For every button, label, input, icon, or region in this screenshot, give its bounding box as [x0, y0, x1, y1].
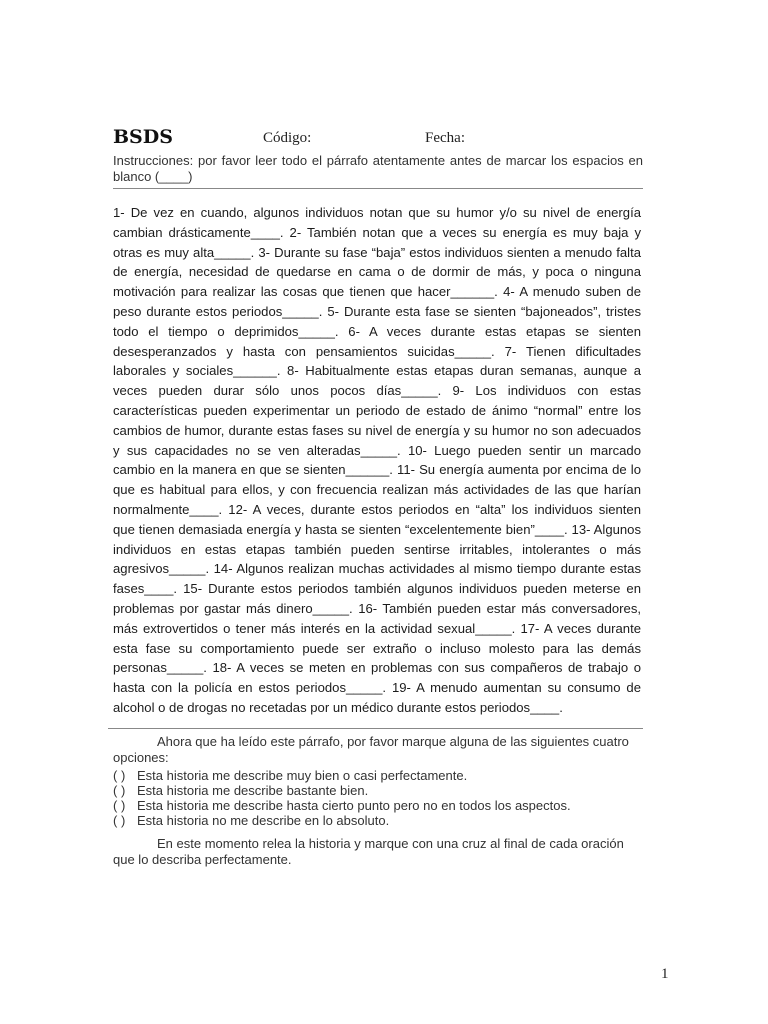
- story-line: cambios de humor, durante estas fases su nivel de energía y su humor no son adecuados: [113, 422, 641, 438]
- story-line: y sus capacidades no se ven alteradas_____. 10- Luego pueden sentir un marcado: [113, 442, 641, 458]
- story-line: que es habitual para ellos, y con frecuencia realizan más actividades de las que harían: [113, 482, 641, 498]
- story-line: esta fase su comportamiento puede ser extraño o incluso molesto para las demás: [113, 640, 641, 656]
- option-label: Esta historia me describe hasta cierto punto pero no en todos los aspectos.: [137, 798, 571, 813]
- story-line: agresivos_____. 14- Algunos realizan muchas actividades al mismo tiempo durante estas: [113, 561, 641, 577]
- story-line: cambian drásticamente____. 2- También notan que a veces su energía es muy baja y: [113, 224, 641, 240]
- story-line: que tienen demasiada energía y hasta se sienten “excelentemente bien”____. 13- Algunos: [113, 521, 641, 537]
- story-line: alcohol o de drogas no recetadas por un médico durante estos periodos____.: [113, 699, 563, 715]
- story-line: fases____. 15- Durante estos periodos también algunos individuos pueden meterse en: [113, 581, 641, 597]
- checkbox-blank[interactable]: ( ): [113, 813, 126, 828]
- option-item[interactable]: [113, 813, 643, 828]
- option-label: Esta historia me describe muy bien o casi perfectamente.: [137, 768, 468, 783]
- code-label: Código:: [263, 130, 312, 146]
- story-line: hasta con la policía en estos periodos_____. 19- A menudo aumentan su consumo de: [113, 680, 641, 696]
- closing-instruction: [113, 836, 643, 868]
- story-line: laborales y sociales______. 8- Habitualmente estas etapas duran semanas, aunque a: [113, 363, 641, 379]
- story-line: de energía, necesidad de quedarse en cama o de dormir de más, y poca o ninguna: [113, 264, 641, 280]
- story-line: todo el tiempo o deprimidos_____. 6- A veces durante estas etapas se sienten: [113, 323, 641, 339]
- question-block: [113, 734, 643, 766]
- option-label: Esta historia no me describe en lo absoluto.: [137, 813, 390, 828]
- closing-text-cont: que lo describa perfectamente.: [113, 852, 292, 867]
- story-line: 1- De vez en cuando, algunos individuos notan que su humor y/o su nivel de energía: [113, 205, 641, 220]
- story-line: motivación para realizar las cosas que tienen que hacer______. 4- A menudo suben de: [113, 284, 641, 300]
- story-line: cambio en la manera en que se sienten______. 11- Su energía aumenta por encima de lo: [113, 462, 641, 478]
- story-line: peso durante estos periodos_____. 5- Durante esta fase se sienten “bajoneados”, tristes: [113, 303, 641, 319]
- story-paragraph: [113, 203, 641, 718]
- document-header: [113, 126, 643, 150]
- story-line: individuos en estas etapas también pueden sentirse irritables, intolerantes o más: [113, 541, 641, 557]
- options-list: [113, 768, 643, 828]
- option-label: Esta historia me describe bastante bien.: [137, 783, 369, 798]
- option-item[interactable]: [113, 783, 643, 798]
- story-line: veces pueden durar sólo unos pocos días_____. 9- Los individuos con estas: [113, 383, 641, 399]
- closing-text: En este momento relea la historia y marque con una cruz al final de cada oración: [157, 836, 624, 851]
- story-line: normalmente____. 12- A veces, durante estos periodos en “alta” los individuos sienten: [113, 501, 641, 517]
- option-item[interactable]: [113, 768, 643, 783]
- document-title: BSDS: [113, 126, 173, 148]
- story-line: más extrovertidos o tener más interés en la actividad sexual_____. 17- A veces durante: [113, 620, 641, 636]
- page-number: 1: [661, 966, 669, 982]
- checkbox-blank[interactable]: ( ): [113, 798, 126, 813]
- question-text-cont: opciones:: [113, 750, 169, 765]
- divider: [113, 188, 643, 189]
- story-line: desesperanzados y hasta con pensamientos suicidas_____. 7- Tienen dificultades: [113, 343, 641, 359]
- checkbox-blank[interactable]: ( ): [113, 768, 126, 783]
- question-text: Ahora que ha leído este párrafo, por favor marque alguna de las siguientes cuatro: [157, 734, 629, 749]
- story-line: características pueden experimentar un periodo de estado de ánimo “normal” entre los: [113, 402, 641, 418]
- instructions: Instrucciones: por favor leer todo el párrafo atentamente antes de marcar los espacios en blanco (____): [113, 153, 643, 184]
- story-line: problemas por gastar más dinero_____. 16- También pueden estar más conversadores,: [113, 600, 641, 616]
- date-label: Fecha:: [425, 130, 465, 146]
- option-item[interactable]: [113, 798, 643, 813]
- story-line: otras es muy alta_____. 3- Durante su fase “baja” estos individuos sienten a menudo falta: [113, 244, 641, 260]
- story-line: personas_____. 18- A veces se meten en problemas con sus compañeros de trabajo o: [113, 660, 641, 676]
- checkbox-blank[interactable]: ( ): [113, 783, 126, 798]
- divider: [108, 728, 643, 729]
